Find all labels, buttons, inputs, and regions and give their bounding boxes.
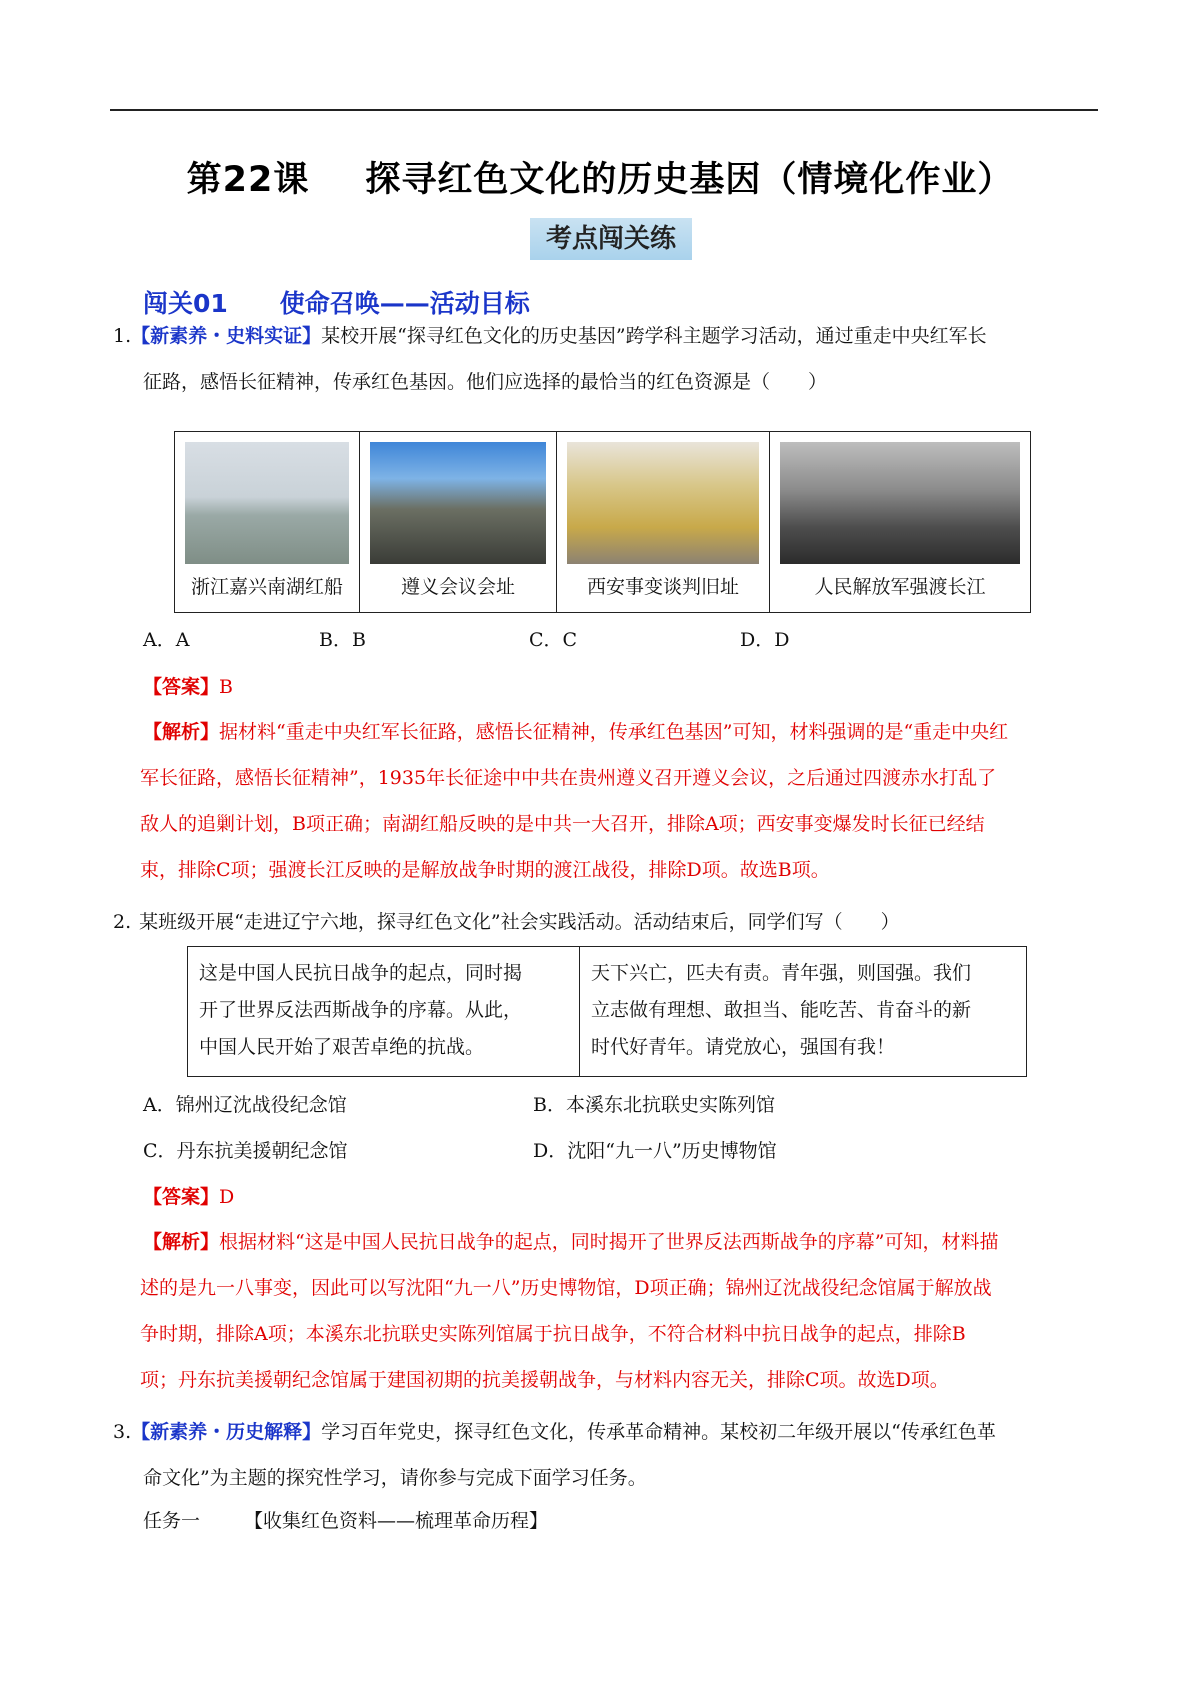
q1-image-caption: 西安事变谈判旧址: [586, 576, 739, 598]
analysis-line: 【解析】据材料“重走中央红军长征路，感悟长征精神，传承红色基因”可知，材料强调的是“重走中央红: [143, 721, 1009, 743]
analysis-line: 项；丹东抗美援朝纪念馆属于建国初期的抗美援朝战争，与材料内容无关，排除C项。故选D项。: [140, 1369, 949, 1391]
analysis-label: 【解析】: [143, 721, 220, 743]
section-number: 闯关01: [143, 289, 228, 318]
q1-analysis: [140, 709, 1103, 893]
q1-stem: [113, 313, 1103, 405]
q1-tag: 【新素养・史料实证】: [131, 325, 322, 347]
page-title: [0, 152, 1200, 202]
answer-label: 【答案】: [143, 1186, 220, 1208]
quote-line: 中国人民开始了艰苦卓绝的抗战。: [199, 1036, 485, 1058]
analysis-line: 军长征路，感悟长征精神”，1935年长征途中中共在贵州遵义召开遵义会议，之后通过四渡赤水打乱了: [140, 767, 997, 789]
analysis-line: 【解析】根据材料“这是中国人民抗日战争的起点，同时揭开了世界反法西斯战争的序幕”可知，材料描: [143, 1231, 999, 1253]
q2-number: 2.: [113, 911, 132, 933]
quote-line: 时代好青年。请党放心，强国有我！: [591, 1036, 896, 1058]
q2-text: 某班级开展“走进辽宁六地，探寻红色文化”社会实践活动。活动结束后，同学们写（ ）: [139, 911, 900, 933]
quote-line: 立志做有理想、敢担当、能吃苦、肯奋斗的新: [591, 999, 972, 1021]
header-rule: [110, 109, 1098, 111]
q1-image-cell: [770, 432, 1030, 612]
xian-site-photo: [567, 442, 759, 564]
task-label: 任务一: [143, 1510, 201, 1532]
q1-image-caption: 浙江嘉兴南湖红船: [190, 576, 343, 598]
analysis-line: 束，排除C项；强渡长江反映的是解放战争时期的渡江战役，排除D项。故选B项。: [140, 859, 830, 881]
q1-number: 1.: [113, 325, 132, 347]
q3-text-2: 命文化”为主题的探究性学习，请你参与完成下面学习任务。: [143, 1467, 647, 1489]
q2-option-d[interactable]: D．沈阳“九一八”历史博物馆: [533, 1140, 777, 1162]
analysis-line: 敌人的追剿计划，B项正确；南湖红船反映的是中共一大召开，排除A项；西安事变爆发时长征已经结: [140, 813, 985, 835]
q1-answer: [143, 664, 233, 710]
q3-number: 3.: [113, 1421, 132, 1443]
q2-option-a[interactable]: A．锦州辽沈战役纪念馆: [143, 1094, 347, 1116]
q1-option-a[interactable]: A．A: [143, 629, 190, 651]
q1-image-table: [174, 431, 1031, 613]
q2-option-c[interactable]: C．丹东抗美援朝纪念馆: [143, 1140, 348, 1162]
analysis-label: 【解析】: [143, 1231, 220, 1253]
q1-image-cell: [175, 432, 360, 612]
zunyi-site-photo: [370, 442, 546, 564]
q3-text-1: 学习百年党史，探寻红色文化，传承革命精神。某校初二年级开展以“传承红色革: [321, 1421, 996, 1443]
analysis-line: 述的是九一八事变，因此可以写沈阳“九一八”历史博物馆，D项正确；锦州辽沈战役纪念馆属于解放战: [140, 1277, 992, 1299]
quote-line: 天下兴亡，匹夫有责。青年强，则国强。我们: [591, 962, 972, 984]
q3-stem: [113, 1409, 1103, 1501]
answer-label: 【答案】: [143, 676, 220, 698]
analysis-line: 争时期，排除A项；本溪东北抗联史实陈列馆属于抗日战争，不符合材料中抗日战争的起点，排除B: [140, 1323, 966, 1345]
q1-option-c[interactable]: C．C: [529, 629, 578, 651]
q1-image-cell: [557, 432, 770, 612]
q2-option-b[interactable]: B．本溪东北抗联史实陈列馆: [533, 1094, 775, 1116]
task-title: 【收集红色资料——梳理革命历程】: [244, 1510, 549, 1532]
q2-quote-right: [580, 947, 1026, 1076]
quote-line: 开了世界反法西斯战争的序幕。从此，: [199, 999, 523, 1021]
red-boat-photo: [185, 442, 349, 564]
lesson-number: 第22课: [186, 160, 310, 200]
lesson-title: 探寻红色文化的历史基因（情境化作业）: [365, 160, 1014, 200]
q2-answer: [143, 1174, 234, 1220]
q1-option-d[interactable]: D．D: [740, 629, 790, 651]
q3-line-1: [113, 1409, 1103, 1455]
answer-value: D: [219, 1186, 235, 1208]
section-name: 使命召唤——活动目标: [279, 289, 530, 318]
q3-task-1: [143, 1498, 548, 1544]
q2-quote-left: [188, 947, 580, 1076]
q1-text-2: 征路，感悟长征精神，传承红色基因。他们应选择的最恰当的红色资源是（ ）: [143, 371, 828, 393]
quote-line: 这是中国人民抗日战争的起点，同时揭: [199, 962, 523, 984]
q2-stem: [113, 899, 1103, 945]
q1-text-1: 某校开展“探寻红色文化的历史基因”跨学科主题学习活动，通过重走中央红军长: [321, 325, 987, 347]
answer-value: B: [219, 676, 233, 698]
q3-tag: 【新素养・历史解释】: [131, 1421, 322, 1443]
q1-image-caption: 遵义会议会址: [400, 576, 515, 598]
q1-image-caption: 人民解放军强渡长江: [814, 576, 986, 598]
yangtze-crossing-photo: [780, 442, 1020, 564]
q2-analysis: [140, 1219, 1103, 1403]
q1-image-cell: [360, 432, 557, 612]
section-banner: [530, 218, 692, 260]
banner-label: 考点闯关练: [545, 224, 676, 254]
q1-line-1: [113, 313, 1103, 359]
q1-option-b[interactable]: B．B: [319, 629, 366, 651]
q2-quote-box: [187, 946, 1027, 1077]
